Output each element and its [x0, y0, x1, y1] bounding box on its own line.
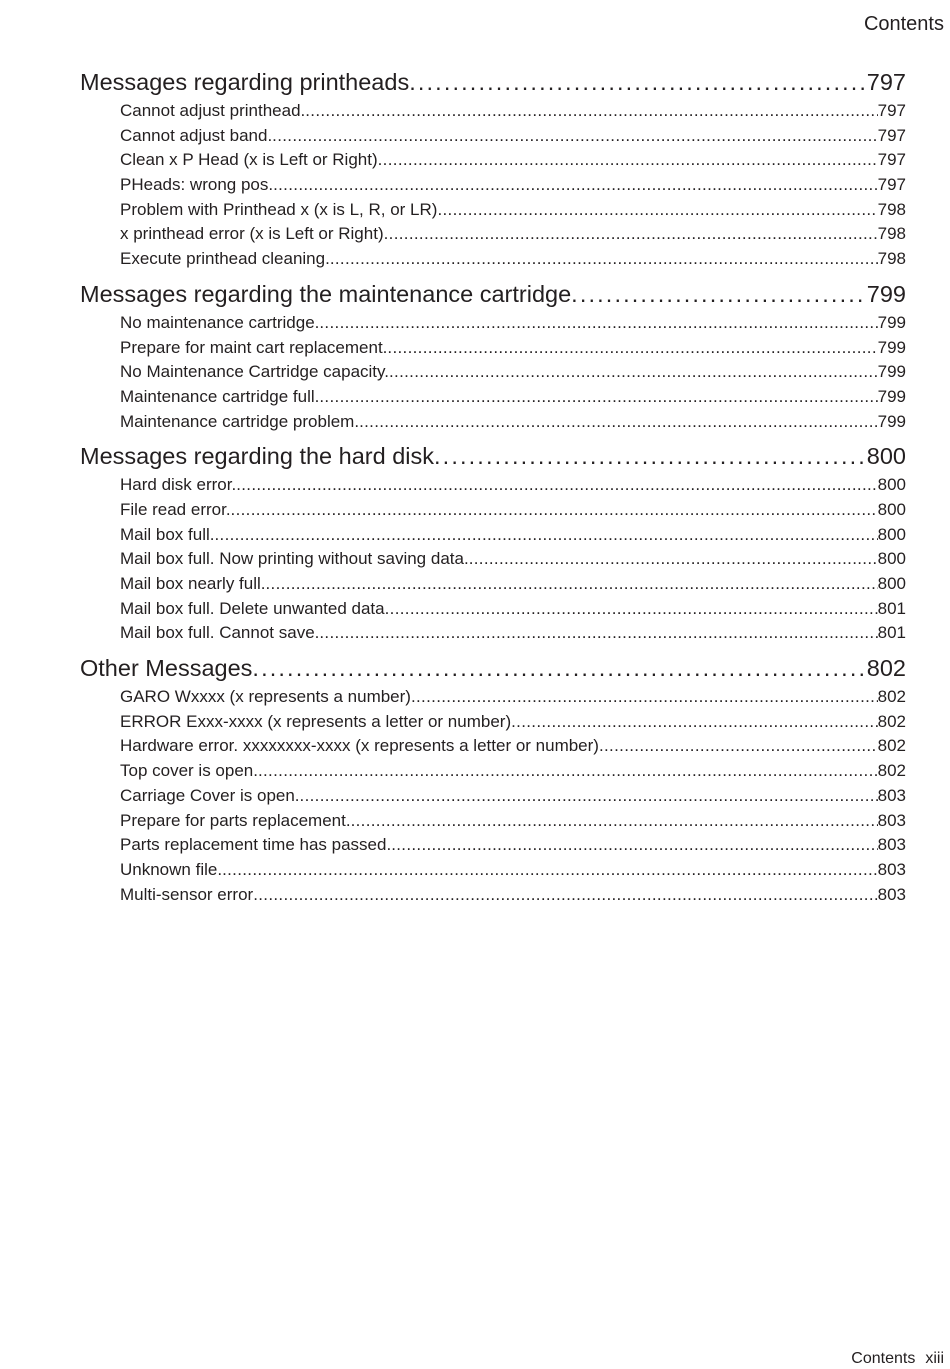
dot-leader — [469, 547, 878, 572]
entry-page-number: 799 — [877, 362, 906, 382]
toc-entry[interactable] — [80, 336, 906, 361]
dot-leader — [409, 66, 867, 99]
dot-leader — [330, 247, 878, 272]
dot-leader — [319, 385, 877, 410]
dot-leader — [411, 685, 878, 710]
entry-label: Parts replacement time has passed. — [120, 835, 392, 855]
dot-leader — [319, 311, 877, 336]
running-header: Contents — [863, 13, 944, 35]
entry-page-number: 800 — [877, 499, 906, 519]
dot-leader — [214, 523, 877, 548]
dot-leader — [272, 124, 877, 149]
toc-section — [80, 652, 906, 907]
dot-leader — [384, 222, 878, 247]
toc-entry[interactable] — [80, 523, 906, 548]
dot-leader — [273, 173, 878, 198]
entry-page-number: 802 — [877, 736, 906, 756]
entry-label: Prepare for parts replacement. — [120, 810, 351, 830]
entry-label: Execute printhead cleaning. — [120, 249, 330, 269]
dot-leader — [389, 360, 878, 385]
entry-label: Unknown file. — [120, 859, 223, 879]
dot-leader — [236, 473, 877, 498]
entry-label: PHeads: wrong pos. — [120, 175, 274, 195]
entry-page-number: 800 — [877, 524, 906, 544]
toc-section — [80, 66, 906, 272]
section-title: Messages regarding the maintenance cartridge — [80, 280, 572, 307]
toc-entry[interactable] — [80, 498, 906, 523]
entry-page-number: 797 — [877, 150, 906, 170]
toc-entry[interactable] — [80, 858, 906, 883]
section-heading[interactable] — [80, 278, 906, 311]
entry-page-number: 803 — [877, 859, 906, 879]
toc-entry[interactable] — [80, 173, 906, 198]
entry-page-number: 801 — [877, 598, 906, 618]
toc-entry[interactable] — [80, 833, 906, 858]
entry-page-number: 799 — [877, 386, 906, 406]
entry-label: Prepare for maint cart replacement. — [120, 337, 388, 357]
entry-page-number: 802 — [877, 687, 906, 707]
section-heading[interactable] — [80, 66, 906, 99]
toc-entry[interactable] — [80, 473, 906, 498]
dot-leader — [319, 621, 877, 646]
entry-label: ERROR Exxx-xxxx (x represents a letter or number) — [120, 711, 512, 731]
entry-page-number: 800 — [877, 549, 906, 569]
toc-entry[interactable] — [80, 124, 906, 149]
entry-label: Mail box nearly full. — [120, 574, 266, 593]
toc-entry[interactable] — [80, 759, 906, 784]
dot-leader — [378, 148, 878, 173]
section-page-number: 799 — [866, 280, 906, 307]
dot-leader — [571, 278, 867, 311]
entry-page-number: 799 — [877, 312, 906, 332]
entry-label: Mail box full. Delete unwanted data — [120, 598, 385, 618]
section-page-number: 797 — [866, 69, 906, 95]
toc-section — [80, 278, 906, 434]
table-of-contents — [80, 66, 906, 913]
toc-entry[interactable] — [80, 734, 906, 759]
section-heading[interactable] — [80, 652, 906, 685]
toc-entry[interactable] — [80, 710, 906, 735]
toc-entry[interactable] — [80, 311, 906, 336]
dot-leader — [599, 734, 878, 759]
entry-page-number: 798 — [877, 224, 906, 244]
entry-page-number: 803 — [877, 810, 906, 830]
entry-label: Carriage Cover is open. — [120, 785, 300, 805]
dot-leader — [231, 498, 878, 523]
entry-label: Hard disk error. — [120, 475, 237, 495]
dot-leader — [359, 410, 878, 435]
entry-label: File read error. — [120, 499, 231, 519]
entry-page-number: 803 — [877, 835, 906, 855]
entry-label: x printhead error (x is Left or Right) — [120, 224, 384, 244]
toc-entry[interactable] — [80, 809, 906, 834]
footer-page-number: xiii — [925, 1350, 944, 1367]
entry-label: Top cover is open. — [120, 761, 258, 781]
toc-entry[interactable] — [80, 385, 906, 410]
dot-leader — [351, 809, 878, 834]
entry-label: Cannot adjust printhead. — [120, 101, 306, 120]
dot-leader — [511, 710, 878, 735]
dot-leader — [252, 652, 866, 685]
entry-page-number: 797 — [877, 175, 906, 195]
section-page-number: 802 — [866, 655, 906, 682]
entry-label: Multi-sensor error — [120, 884, 254, 904]
entry-label: Clean x P Head (x is Left or Right) — [120, 150, 378, 170]
entry-label: No Maintenance Cartridge capacity. — [120, 362, 389, 382]
dot-leader — [253, 883, 877, 908]
dot-leader — [385, 597, 878, 622]
toc-entry[interactable] — [80, 547, 906, 572]
entry-label: Problem with Printhead x (x is L, R, or LR) — [120, 199, 438, 219]
dot-leader — [305, 99, 877, 124]
entry-label: Mail box full. Now printing without saving data. — [120, 549, 469, 569]
entry-label: Maintenance cartridge problem. — [120, 411, 360, 431]
dot-leader — [387, 336, 877, 361]
toc-entry[interactable] — [80, 621, 906, 646]
toc-entry[interactable] — [80, 247, 906, 272]
section-title: Other Messages — [80, 655, 253, 682]
entry-page-number: 801 — [877, 623, 906, 643]
dot-leader — [437, 198, 877, 223]
toc-entry[interactable] — [80, 597, 906, 622]
entry-page-number: 803 — [877, 785, 906, 805]
entry-page-number: 800 — [877, 475, 906, 495]
entry-page-number: 800 — [877, 574, 906, 593]
entry-label: GARO Wxxxx (x represents a number) — [120, 687, 411, 707]
toc-entry[interactable] — [80, 198, 906, 223]
section-page-number: 800 — [866, 443, 906, 470]
toc-entry[interactable] — [80, 360, 906, 385]
section-title: Messages regarding printheads — [80, 69, 410, 95]
section-heading[interactable] — [80, 440, 906, 473]
entry-label: Cannot adjust band. — [120, 125, 273, 145]
entry-page-number: 799 — [877, 337, 906, 357]
toc-entry[interactable] — [80, 883, 906, 908]
toc-entry[interactable] — [80, 685, 906, 710]
dot-leader — [300, 784, 878, 809]
entry-page-number: 802 — [877, 761, 906, 781]
toc-entry[interactable] — [80, 410, 906, 435]
entry-label: Mail box full. Cannot save. — [120, 623, 320, 643]
entry-label: No maintenance cartridge. — [120, 312, 320, 332]
entry-label: Maintenance cartridge full. — [120, 386, 320, 406]
toc-entry[interactable] — [80, 222, 906, 247]
entry-label: Mail box full. — [120, 524, 215, 544]
footer-section-name: Contents — [851, 1350, 916, 1367]
entry-page-number: 798 — [877, 199, 906, 219]
dot-leader — [222, 858, 878, 883]
dot-leader — [434, 440, 867, 473]
toc-entry[interactable] — [80, 99, 906, 124]
entry-page-number: 797 — [877, 101, 906, 120]
section-title: Messages regarding the hard disk — [80, 443, 435, 470]
entry-page-number: 799 — [877, 411, 906, 431]
entry-page-number: 802 — [877, 711, 906, 731]
toc-entry[interactable] — [80, 784, 906, 809]
entry-page-number: 803 — [877, 884, 906, 904]
dot-leader — [258, 759, 878, 784]
toc-entry[interactable] — [80, 148, 906, 173]
dot-leader — [391, 833, 877, 858]
entry-page-number: 797 — [877, 125, 906, 145]
dot-leader — [266, 572, 878, 597]
toc-entry[interactable] — [80, 572, 906, 597]
toc-section — [80, 440, 906, 646]
running-footer — [851, 1349, 944, 1369]
entry-label: Hardware error. xxxxxxxx-xxxx (x represents a letter or number) — [120, 736, 599, 756]
entry-page-number: 798 — [877, 249, 906, 269]
